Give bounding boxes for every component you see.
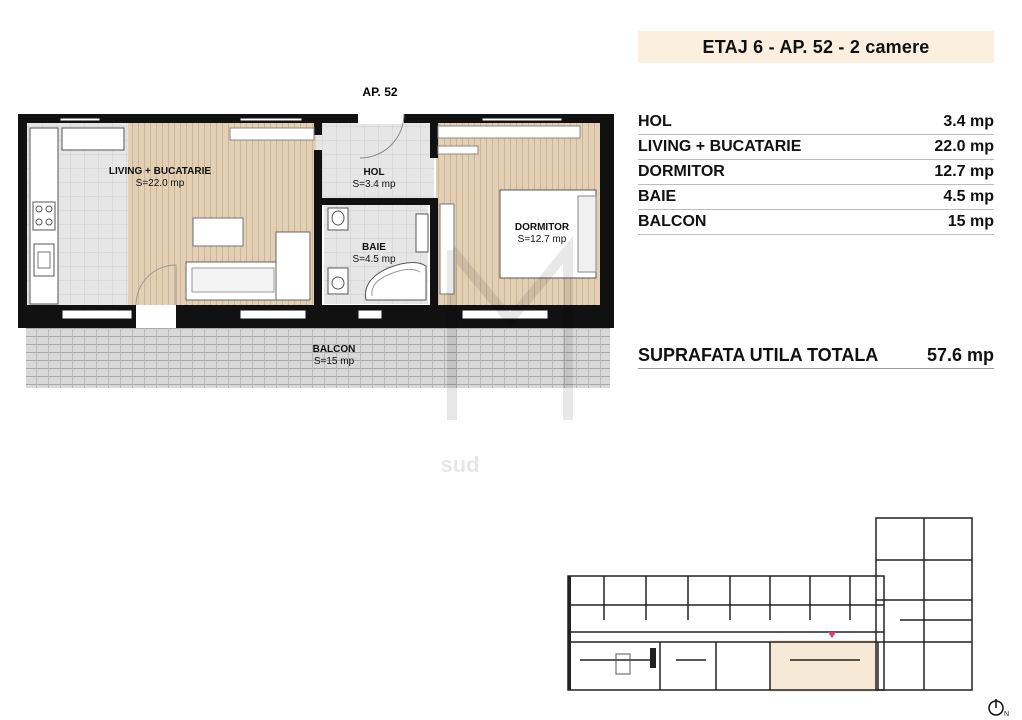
room-area: 22.0 mp (934, 138, 994, 155)
area-living: S=22.0 mp (135, 178, 185, 189)
unit-marker (828, 632, 836, 638)
total-value: 57.6 mp (926, 345, 994, 365)
room-area: 3.4 mp (943, 113, 994, 130)
compass-icon (986, 696, 1012, 718)
label-dormitor: DORMITOR (514, 222, 570, 233)
compass-label: N (1004, 711, 1010, 718)
label-living: LIVING + BUCATARIE (108, 166, 212, 177)
key-plan (568, 518, 972, 692)
room-name: BAIE (638, 188, 677, 205)
unit-highlight (770, 640, 878, 692)
room-name: HOL (638, 113, 672, 130)
dining-table (193, 218, 243, 246)
entrance-gap (358, 112, 404, 124)
plan-title: ETAJ 6 - AP. 52 - 2 camere (638, 31, 994, 63)
area-baie: S=4.5 mp (352, 254, 396, 265)
room-area: 4.5 mp (943, 188, 994, 205)
apartment-label: AP. 52 (362, 85, 398, 99)
watermark-text: sud (440, 452, 480, 477)
room-name: DORMITOR (638, 163, 725, 180)
room-area: 12.7 mp (934, 163, 994, 180)
area-balcon: S=15 mp (313, 356, 355, 367)
label-baie: BAIE (362, 242, 386, 253)
room-name: BALCON (638, 213, 707, 230)
room-area: 15 mp (947, 213, 994, 230)
area-dormitor: S=12.7 mp (517, 234, 567, 245)
label-hol: HOL (363, 167, 385, 178)
label-balcon: BALCON (312, 344, 356, 355)
total-label: SUPRAFATA UTILA TOTALA (638, 345, 879, 365)
area-hol: S=3.4 mp (352, 179, 396, 190)
room-name: LIVING + BUCATARIE (638, 138, 802, 155)
